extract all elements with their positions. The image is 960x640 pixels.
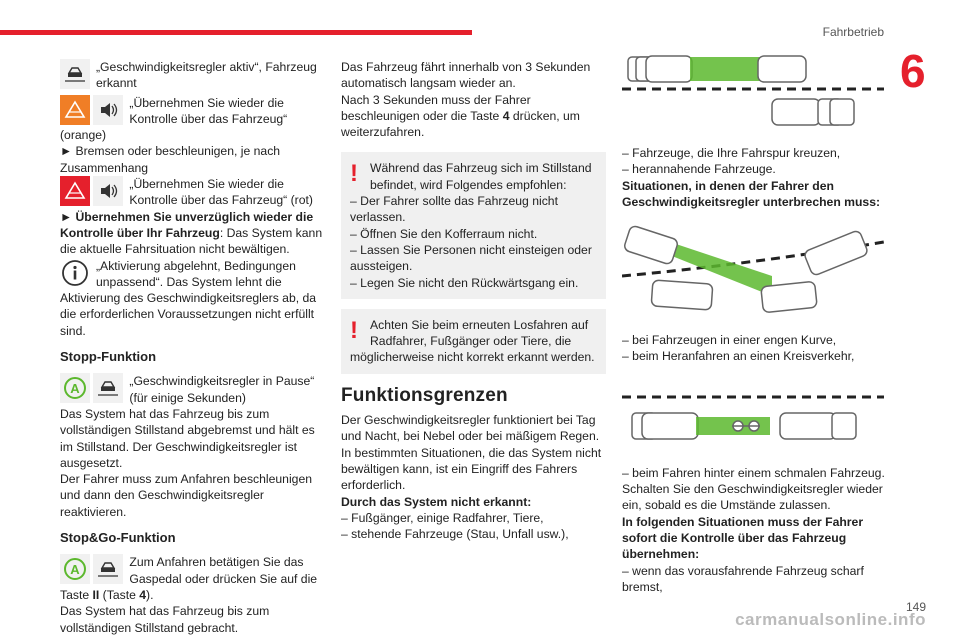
column-2 (341, 59, 606, 542)
acc-green-icon (60, 373, 90, 403)
text-immediate-takeover (60, 209, 325, 258)
warning-mark-icon: ! (350, 160, 358, 188)
text-stopgo-key-ii: II (92, 587, 100, 602)
acc-green-icon (60, 554, 90, 584)
warn-standstill-item: – Lassen Sie Personen nicht einsteigen oder aussteigen. (350, 242, 592, 274)
list-item: – wenn das vorausfahrende Fahrzeug scharf bremst, (622, 563, 864, 594)
block-acc-active (60, 59, 325, 92)
text-activation-refused: „Aktivierung abgelehnt, Bedingungen unpassend“. Das System lehnt die Aktivierung des Geschwindigkeitsreglers ab, da die erforderlichen Voraussetzungen nicht erfüllt sind. (60, 258, 317, 338)
text-after-3s-b: drücken, um weiterzufahren. (341, 108, 580, 140)
text-after-3s (341, 92, 606, 141)
car-icon (628, 56, 692, 82)
text-stopped: Das System hat das Fahrzeug bis zum vollständigen Stillstand abgebremst und hält es im Stillstand. Der Geschwindigkeitsregler ist ausgesetzt. (60, 406, 315, 470)
svg-text:A: A (70, 562, 80, 578)
warning-box-restart (341, 309, 606, 374)
text-brake-accelerate: ► Bremsen oder beschleunigen, je nach Zusammenhang (60, 144, 281, 175)
vehicle-detected-icon (93, 554, 123, 584)
heading-stopp: Stopp-Funktion (60, 349, 157, 365)
warn-standstill-item: – Legen Sie nicht den Rückwärtsgang ein. (350, 275, 579, 290)
list-item: – Fußgänger, einige Radfahrer, Tiere, (341, 510, 544, 525)
text-stopgo-key-4: 4 (139, 587, 147, 602)
text-driver-accelerate: Der Fahrer muss zum Anfahren beschleunigen und dann den Geschwindigkeitsregler reaktivieren. (60, 472, 313, 519)
text-reenable: Schalten Sie den Geschwindigkeitsregler wieder ein, sobald es die Umstände zulassen. (622, 482, 883, 513)
block-takeover-red (60, 176, 325, 257)
text-orange-label: (orange) (60, 128, 107, 143)
page-number: 149 (905, 600, 926, 614)
illustration-crossing-vehicles (622, 53, 884, 133)
list-item: – herannahende Fahrzeuge. (622, 162, 776, 177)
text-stopgo-c: ). (146, 587, 154, 602)
heading-stopgo: Stop&Go-Funktion (60, 530, 176, 546)
text-immediate-takeover-bold: ► Übernehmen Sie unverzüglich wieder die Kontrolle über Ihr Fahrzeug (60, 209, 314, 240)
list-item: – stehende Fahrzeuge (Stau, Unfall usw.), (341, 527, 569, 542)
list-item: – beim Heranfahren an einen Kreisverkehr, (622, 349, 855, 364)
block-acc-pause (60, 373, 325, 520)
text-stopgo-a: Zum Anfahren betätigen Sie das Gaspedal oder drücken Sie auf die Taste (60, 555, 318, 602)
block-stopgo (60, 554, 325, 635)
text-conditions: Der Geschwindigkeitsregler funktioniert bei Tag und Nacht, bei Nebel oder bei mäßigem Regen. (341, 413, 600, 444)
sound-icon (93, 176, 123, 206)
warning-triangle-icon (60, 95, 90, 125)
text-takeover-orange: „Übernehmen Sie wieder die Kontrolle über das Fahrzeug“ (129, 95, 288, 126)
text-immediate-takeover-rest: : Das System kann die aktuelle Fahrsituation nicht bewältigen. (60, 225, 323, 257)
info-icon (60, 258, 90, 288)
block-takeover-orange (60, 95, 325, 176)
text-stopgo-stopped: Das System hat das Fahrzeug bis zum vollständigen Stillstand gebracht. (60, 604, 270, 635)
text-intervention: In bestimmten Situationen, die das System nicht bewältigen kann, ist ein Eingriff des Fahrers erforderlich. (341, 445, 602, 493)
svg-text:A: A (70, 381, 80, 397)
heading-funktionsgrenzen: Funktionsgrenzen (341, 384, 508, 406)
top-accent-bar (0, 30, 472, 35)
text-acc-active: „Geschwindigkeitsregler aktiv“, Fahrzeug erkannt (96, 60, 317, 91)
list-item: – beim Fahren hinter einem schmalen Fahrzeug. (622, 465, 885, 480)
block-activation-refused (60, 258, 325, 339)
icon-group-stopgo (60, 554, 123, 584)
column-3 (622, 59, 887, 595)
text-stopgo-b: (Taste (99, 587, 140, 602)
warning-box-standstill (341, 152, 606, 298)
warn-restart-text: Achten Sie beim erneuten Losfahren auf Radfahrer, Fußgänger oder Tiere, die möglicherweise nicht korrekt erkannt werden. (350, 317, 595, 365)
warning-mark-icon: ! (350, 316, 358, 344)
warn-standstill-item: – Der Fahrer sollte das Fahrzeug nicht verlassen. (350, 194, 558, 225)
illustration-narrow-vehicle (622, 391, 884, 453)
list-item: – bei Fahrzeugen in einer engen Kurve, (622, 333, 837, 348)
vehicle-detected-icon (93, 373, 123, 403)
illustration-tight-curve (622, 224, 884, 320)
icon-group-orange (60, 95, 123, 125)
column-1 (60, 59, 325, 636)
watermark: carmanualsonline.info (735, 610, 926, 629)
list-item: – Fahrzeuge, die Ihre Fahrspur kreuzen, (622, 146, 841, 160)
icon-group-pause (60, 373, 123, 403)
icon-group-red (60, 176, 123, 206)
text-not-detected: Durch das System nicht erkannt: (341, 494, 532, 509)
sound-icon (93, 95, 123, 125)
text-acc-pause: „Geschwindigkeitsregler in Pause“ (für einige Sekunden) (129, 374, 315, 405)
chapter-number: 6 (900, 45, 926, 97)
text-after-3s-key: 4 (502, 108, 510, 123)
text-takeover-situations: In folgenden Situationen muss der Fahrer sofort die Kontrolle über das Fahrzeug übernehmen: (622, 514, 864, 562)
text-auto-restart: Das Fahrzeug fährt innerhalb von 3 Sekunden automatisch langsam wieder an. (341, 60, 591, 91)
text-after-3s-a: Nach 3 Sekunden muss der Fahrer beschleunigen oder die Taste (341, 92, 531, 123)
warn-standstill-intro: Während das Fahrzeug sich im Stillstand befindet, wird Folgendes empfohlen: (370, 161, 592, 192)
vehicle-detected-icon (60, 59, 90, 89)
running-header: Fahrbetrieb (822, 25, 884, 39)
warn-standstill-item: – Öffnen Sie den Kofferraum nicht. (350, 226, 538, 241)
warning-triangle-icon (60, 176, 90, 206)
text-takeover-red: „Übernehmen Sie wieder die Kontrolle über das Fahrzeug“ (rot) (129, 177, 313, 208)
text-interrupt-situations: Situationen, in denen der Fahrer den Geschwindigkeitsregler unterbrechen muss: (622, 178, 881, 209)
